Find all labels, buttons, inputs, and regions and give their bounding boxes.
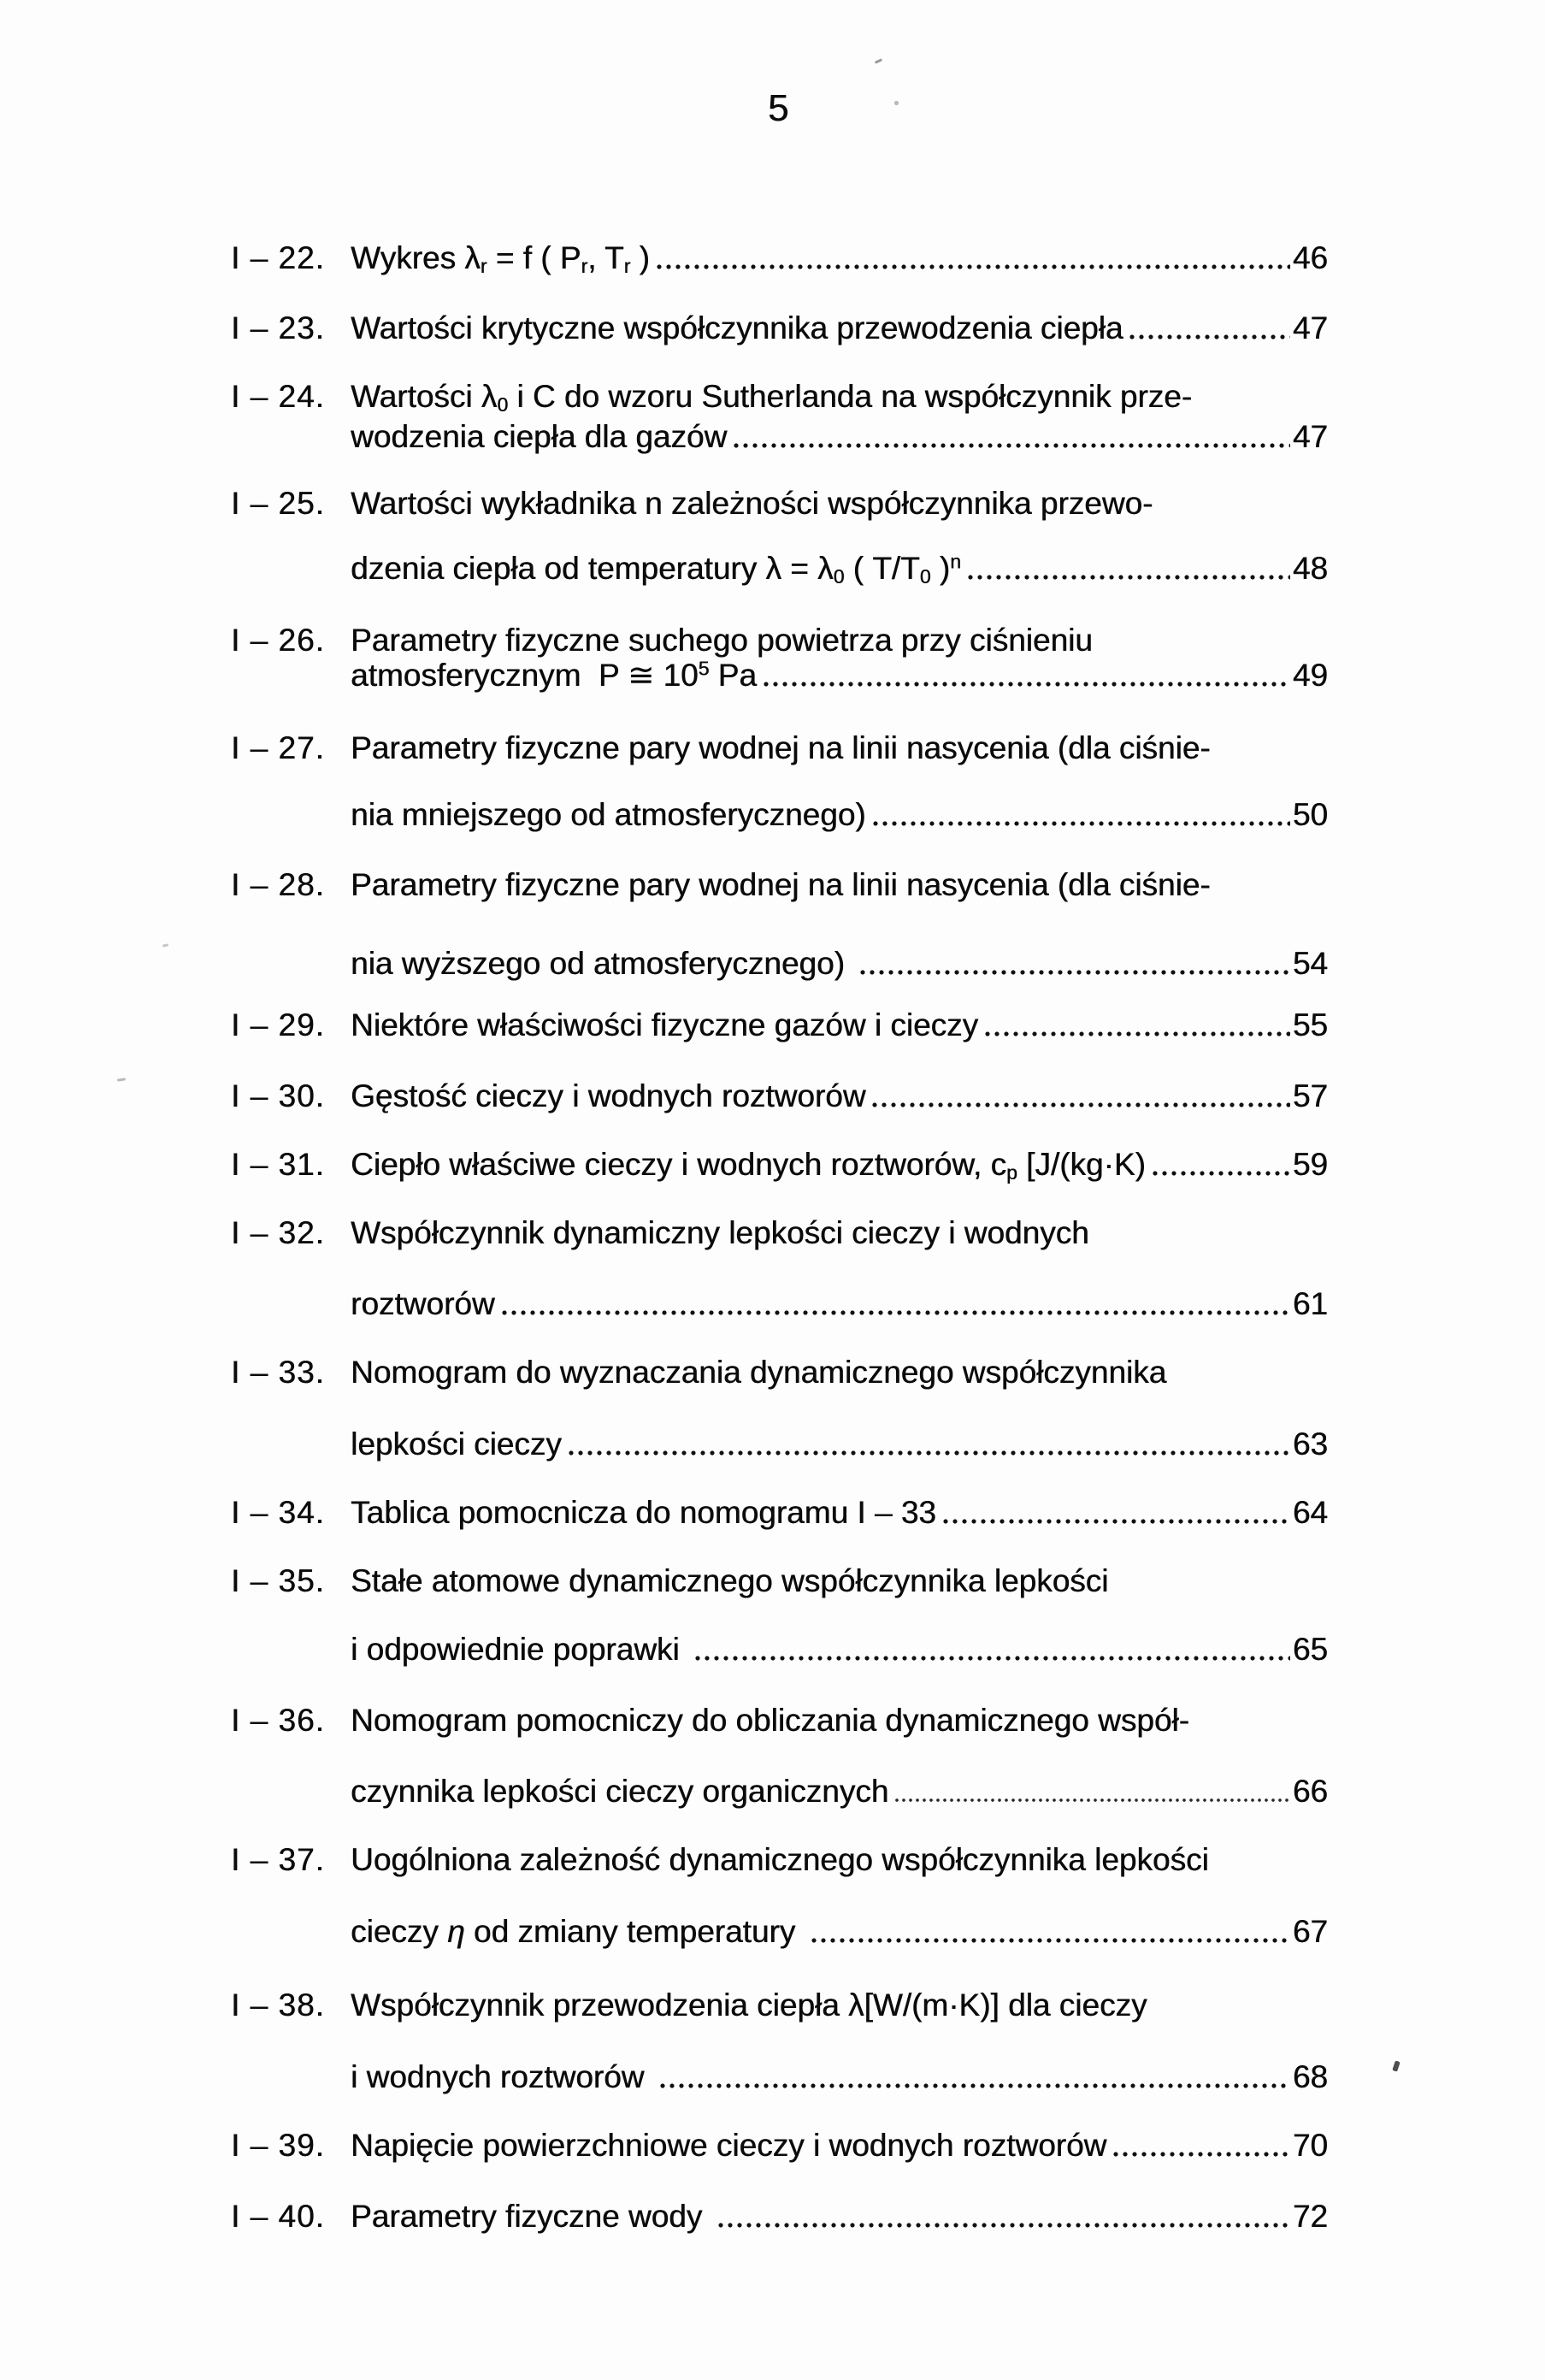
entry-page-number: 66 — [1292, 1774, 1328, 1809]
entry-text: Uogólniona zależność dynamicznego współczynnika lepkości — [351, 1842, 1209, 1877]
toc-entry-row — [231, 729, 1328, 767]
entry-page-number: 47 — [1292, 419, 1328, 454]
toc-entry-row — [231, 1702, 1328, 1739]
entry-page-number: 67 — [1292, 1914, 1328, 1949]
entry-label: I – 34. — [231, 1495, 325, 1530]
entry-page-number: 47 — [1292, 310, 1328, 345]
toc-entry-row — [231, 1146, 1328, 1184]
toc-entry-row — [231, 1426, 1328, 1463]
toc-entry-row — [231, 866, 1328, 904]
dotted-leader — [860, 969, 1290, 976]
entry-label: I – 35. — [231, 1563, 325, 1598]
dotted-leader — [1129, 334, 1289, 340]
entry-label: I – 28. — [231, 867, 325, 902]
entry-label: I – 24. — [231, 379, 325, 414]
entry-text: Parametry fizyczne pary wodnej na linii nasycenia (dla ciśnie- — [351, 730, 1211, 765]
toc-entry-row — [231, 550, 1328, 588]
toc-entry-row — [231, 2127, 1328, 2164]
toc-entry-row — [231, 657, 1328, 694]
dotted-leader — [872, 1101, 1289, 1108]
entry-label: I – 36. — [231, 1703, 325, 1738]
entry-page-number: 65 — [1292, 1632, 1328, 1667]
entry-text: nia mniejszego od atmosferycznego) — [351, 797, 866, 832]
entry-label: I – 22. — [231, 240, 325, 275]
dotted-leader — [718, 2222, 1290, 2229]
entry-label: I – 31. — [231, 1147, 325, 1182]
dotted-leader — [695, 1655, 1290, 1662]
entry-text: dzenia ciepła od temperatury $\lambda = \lambda_0$ ( $T/T_0$ )$^n$ — [351, 550, 961, 588]
entry-label: I – 38. — [231, 1987, 325, 2023]
entry-text: atmosferycznym P ≅ $10^5$ Pa — [351, 657, 757, 693]
toc-entry-row — [231, 239, 1328, 277]
toc-entry-row — [231, 1078, 1328, 1115]
entry-label: I – 23. — [231, 310, 325, 345]
entry-page-number: 64 — [1292, 1495, 1328, 1530]
entry-page-number: 48 — [1292, 551, 1328, 586]
entry-text: wodzenia ciepła dla gazów — [351, 419, 728, 454]
toc-entry-row — [231, 1773, 1328, 1810]
entry-text: i wodnych roztworów — [351, 2059, 653, 2094]
entry-page-number: 55 — [1292, 1007, 1328, 1042]
entry-page-number: 46 — [1292, 240, 1328, 275]
toc-entry-row — [231, 485, 1328, 523]
toc-entry-row — [231, 1631, 1328, 1668]
entry-text: lepkości cieczy — [351, 1426, 562, 1462]
entry-text: Wykres $\lambda_r = f$ ( $P_r$, $T_r$ ) — [351, 240, 650, 278]
dotted-leader — [985, 1031, 1290, 1037]
entry-text: cieczy η od zmiany temperatury — [351, 1914, 805, 1949]
entry-text: Wartości $\lambda_0$ i C do wzoru Sutherlanda na współczynnik prze- — [351, 379, 1193, 416]
entry-text: Napięcie powierzchniowe cieczy i wodnych roztworów — [351, 2128, 1107, 2163]
entry-text: Nomogram pomocniczy do obliczania dynamicznego współ- — [351, 1703, 1189, 1738]
toc-entry-row — [231, 1562, 1328, 1600]
dotted-leader — [811, 1937, 1290, 1944]
toc-entry-row — [231, 1841, 1328, 1879]
toc-entry-row — [231, 1987, 1328, 2024]
entry-label: I – 37. — [231, 1842, 325, 1877]
toc-entry-row — [231, 1913, 1328, 1951]
dotted-leader — [734, 442, 1290, 449]
toc-entry-row — [231, 310, 1328, 347]
dotted-leader — [968, 574, 1290, 581]
toc-entry-row — [231, 1354, 1328, 1391]
entry-text: Parametry fizyczne wody — [351, 2199, 711, 2234]
entry-label: I – 39. — [231, 2128, 325, 2163]
toc-entry-row — [231, 1494, 1328, 1532]
entry-text: Współczynnik przewodzenia ciepła λ[W/(m·K)] dla cieczy — [351, 1987, 1147, 2023]
entry-text: roztworów — [351, 1286, 495, 1321]
toc-entry-row — [231, 378, 1328, 416]
toc-entry-row — [231, 1214, 1328, 1252]
entry-label: I – 30. — [231, 1078, 325, 1113]
entry-label: I – 40. — [231, 2199, 325, 2234]
dotted-leader — [895, 1798, 1290, 1803]
entry-text: Wartości wykładnika n zależności współczynnika przewo- — [351, 486, 1153, 521]
scan-speck — [1392, 2060, 1400, 2071]
dotted-leader — [569, 1450, 1290, 1456]
entry-text: Nomogram do wyznaczania dynamicznego współczynnika — [351, 1355, 1167, 1390]
entry-text: Współczynnik dynamiczny lepkości cieczy i wodnych — [351, 1215, 1089, 1250]
entry-text: Parametry fizyczne pary wodnej na linii nasycenia (dla ciśnie- — [351, 867, 1211, 902]
entry-page-number: 59 — [1292, 1147, 1328, 1182]
entry-label: I – 26. — [231, 623, 325, 658]
dotted-leader — [502, 1309, 1290, 1316]
entry-page-number: 70 — [1292, 2128, 1328, 2163]
entry-label: I – 25. — [231, 486, 325, 521]
dotted-leader — [943, 1518, 1290, 1525]
dotted-leader — [873, 820, 1290, 827]
entry-label: I – 29. — [231, 1007, 325, 1042]
dotted-leader — [1153, 1170, 1290, 1177]
toc-entry-row — [231, 2058, 1328, 2096]
entry-text: Gęstość cieczy i wodnych roztworów — [351, 1078, 866, 1113]
dotted-leader — [657, 263, 1290, 270]
entry-text: Wartości krytyczne współczynnika przewodzenia ciepła — [351, 310, 1123, 345]
entry-page-number: 63 — [1292, 1426, 1328, 1462]
entry-text: czynnika lepkości cieczy organicznych — [351, 1774, 889, 1809]
entry-label: I – 27. — [231, 730, 325, 765]
entry-text: Ciepło właściwe cieczy i wodnych roztworów, $c_p$ [J/(kg·K) — [351, 1147, 1146, 1184]
scan-speck — [894, 101, 899, 105]
toc-entry-row — [231, 2198, 1328, 2235]
entry-text: i odpowiednie poprawki — [351, 1632, 688, 1667]
dotted-leader — [660, 2082, 1290, 2089]
entry-text: nia wyższego od atmosferycznego) — [351, 946, 854, 981]
toc-entry-row — [231, 945, 1328, 983]
entry-label: I – 32. — [231, 1215, 325, 1250]
toc-entry-row — [231, 796, 1328, 834]
entry-text: Parametry fizyczne suchego powietrza przy ciśnieniu — [351, 623, 1093, 658]
entry-page-number: 50 — [1292, 797, 1328, 832]
entry-page-number: 72 — [1292, 2199, 1328, 2234]
scan-speck — [875, 58, 882, 64]
entry-page-number: 68 — [1292, 2059, 1328, 2094]
dotted-leader — [1113, 2151, 1290, 2158]
page-number: 5 — [768, 87, 789, 129]
entry-page-number: 61 — [1292, 1286, 1328, 1321]
dotted-leader — [764, 681, 1290, 688]
toc-entry-row — [231, 622, 1328, 659]
toc-entry-row — [231, 1007, 1328, 1044]
toc-entry-row — [231, 1285, 1328, 1323]
entry-page-number: 54 — [1292, 946, 1328, 981]
scan-speck — [162, 943, 168, 947]
entry-text: Tablica pomocnicza do nomogramu I – 33 — [351, 1495, 936, 1530]
entry-text: Stałe atomowe dynamicznego współczynnika lepkości — [351, 1563, 1109, 1598]
entry-page-number: 57 — [1292, 1078, 1328, 1113]
entry-label: I – 33. — [231, 1355, 325, 1390]
toc-entry-row — [231, 418, 1328, 456]
scan-speck — [117, 1078, 126, 1081]
entry-page-number: 49 — [1292, 658, 1328, 693]
entry-text: Niektóre właściwości fizyczne gazów i cieczy — [351, 1007, 979, 1042]
